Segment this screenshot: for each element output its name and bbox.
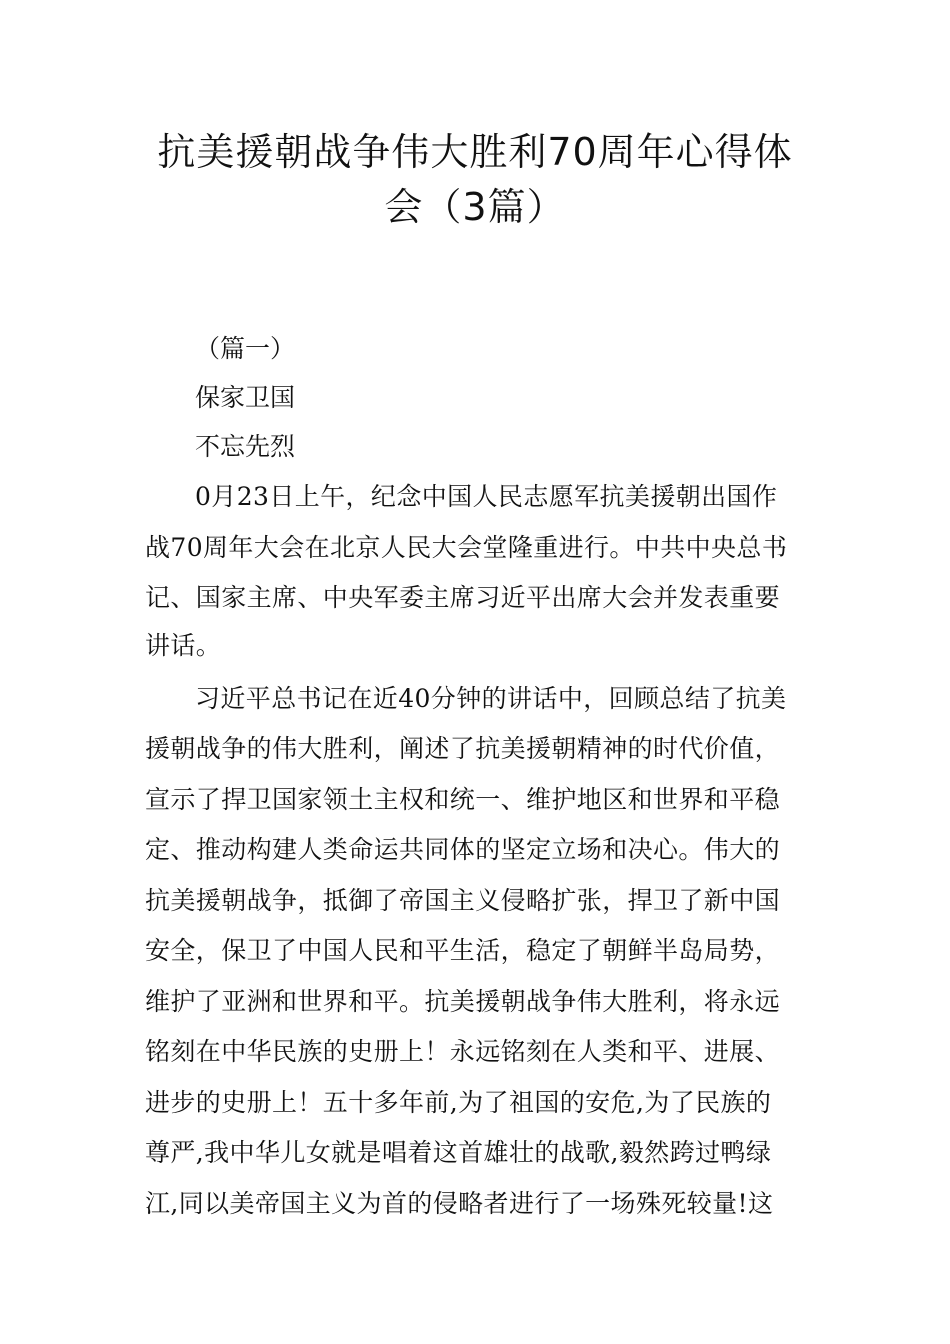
paragraph-2-line: 铭刻在中华民族的史册上！永远铭刻在人类和平、进展、: [145, 1037, 781, 1066]
paragraph-2-line: 习近平总书记在近40分钟的讲话中，回顾总结了抗美: [195, 684, 787, 713]
paragraph-1-line: 战70周年大会在北京人民大会堂隆重进行。中共中央总书: [145, 533, 788, 562]
subtitle-protect-country: 保家卫国: [195, 383, 296, 412]
section-label: （篇一）: [195, 334, 296, 363]
paragraph-2-line: 安全，保卫了中国人民和平生活，稳定了朝鲜半岛局势，: [145, 936, 781, 965]
paragraph-1-line: 讲话。: [145, 631, 222, 660]
title-line-1: 抗美援朝战争伟大胜利70周年心得体: [157, 130, 793, 174]
title-line-2: 会（3篇）: [384, 185, 566, 229]
paragraph-2-line: 抗美援朝战争，抵御了帝国主义侵略扩张，捍卫了新中国: [145, 886, 781, 915]
paragraph-2-line: 定、推动构建人类命运共同体的坚定立场和决心。伟大的: [145, 835, 781, 864]
paragraph-2-line: 援朝战争的伟大胜利，阐述了抗美援朝精神的时代价值，: [145, 734, 781, 763]
paragraph-2-line: 江,同以美帝国主义为首的侵略者进行了一场殊死较量!这: [145, 1189, 774, 1218]
paragraph-1-line: 0月23日上午，纪念中国人民志愿军抗美援朝出国作: [195, 482, 778, 511]
paragraph-2-line: 宣示了捍卫国家领土主权和统一、维护地区和世界和平稳: [145, 785, 781, 814]
subtitle-remember-martyrs: 不忘先烈: [195, 432, 296, 461]
document-title: [100, 125, 850, 235]
paragraph-2-line: 维护了亚洲和世界和平。抗美援朝战争伟大胜利，将永远: [145, 987, 781, 1016]
paragraph-1-line: 记、国家主席、中央军委主席习近平出席大会并发表重要: [145, 583, 781, 612]
paragraph-2-line: 尊严,我中华儿女就是唱着这首雄壮的战歌,毅然跨过鸭绿: [145, 1138, 772, 1167]
paragraph-2-line: 进步的史册上！五十多年前,为了祖国的安危,为了民族的: [145, 1088, 772, 1117]
